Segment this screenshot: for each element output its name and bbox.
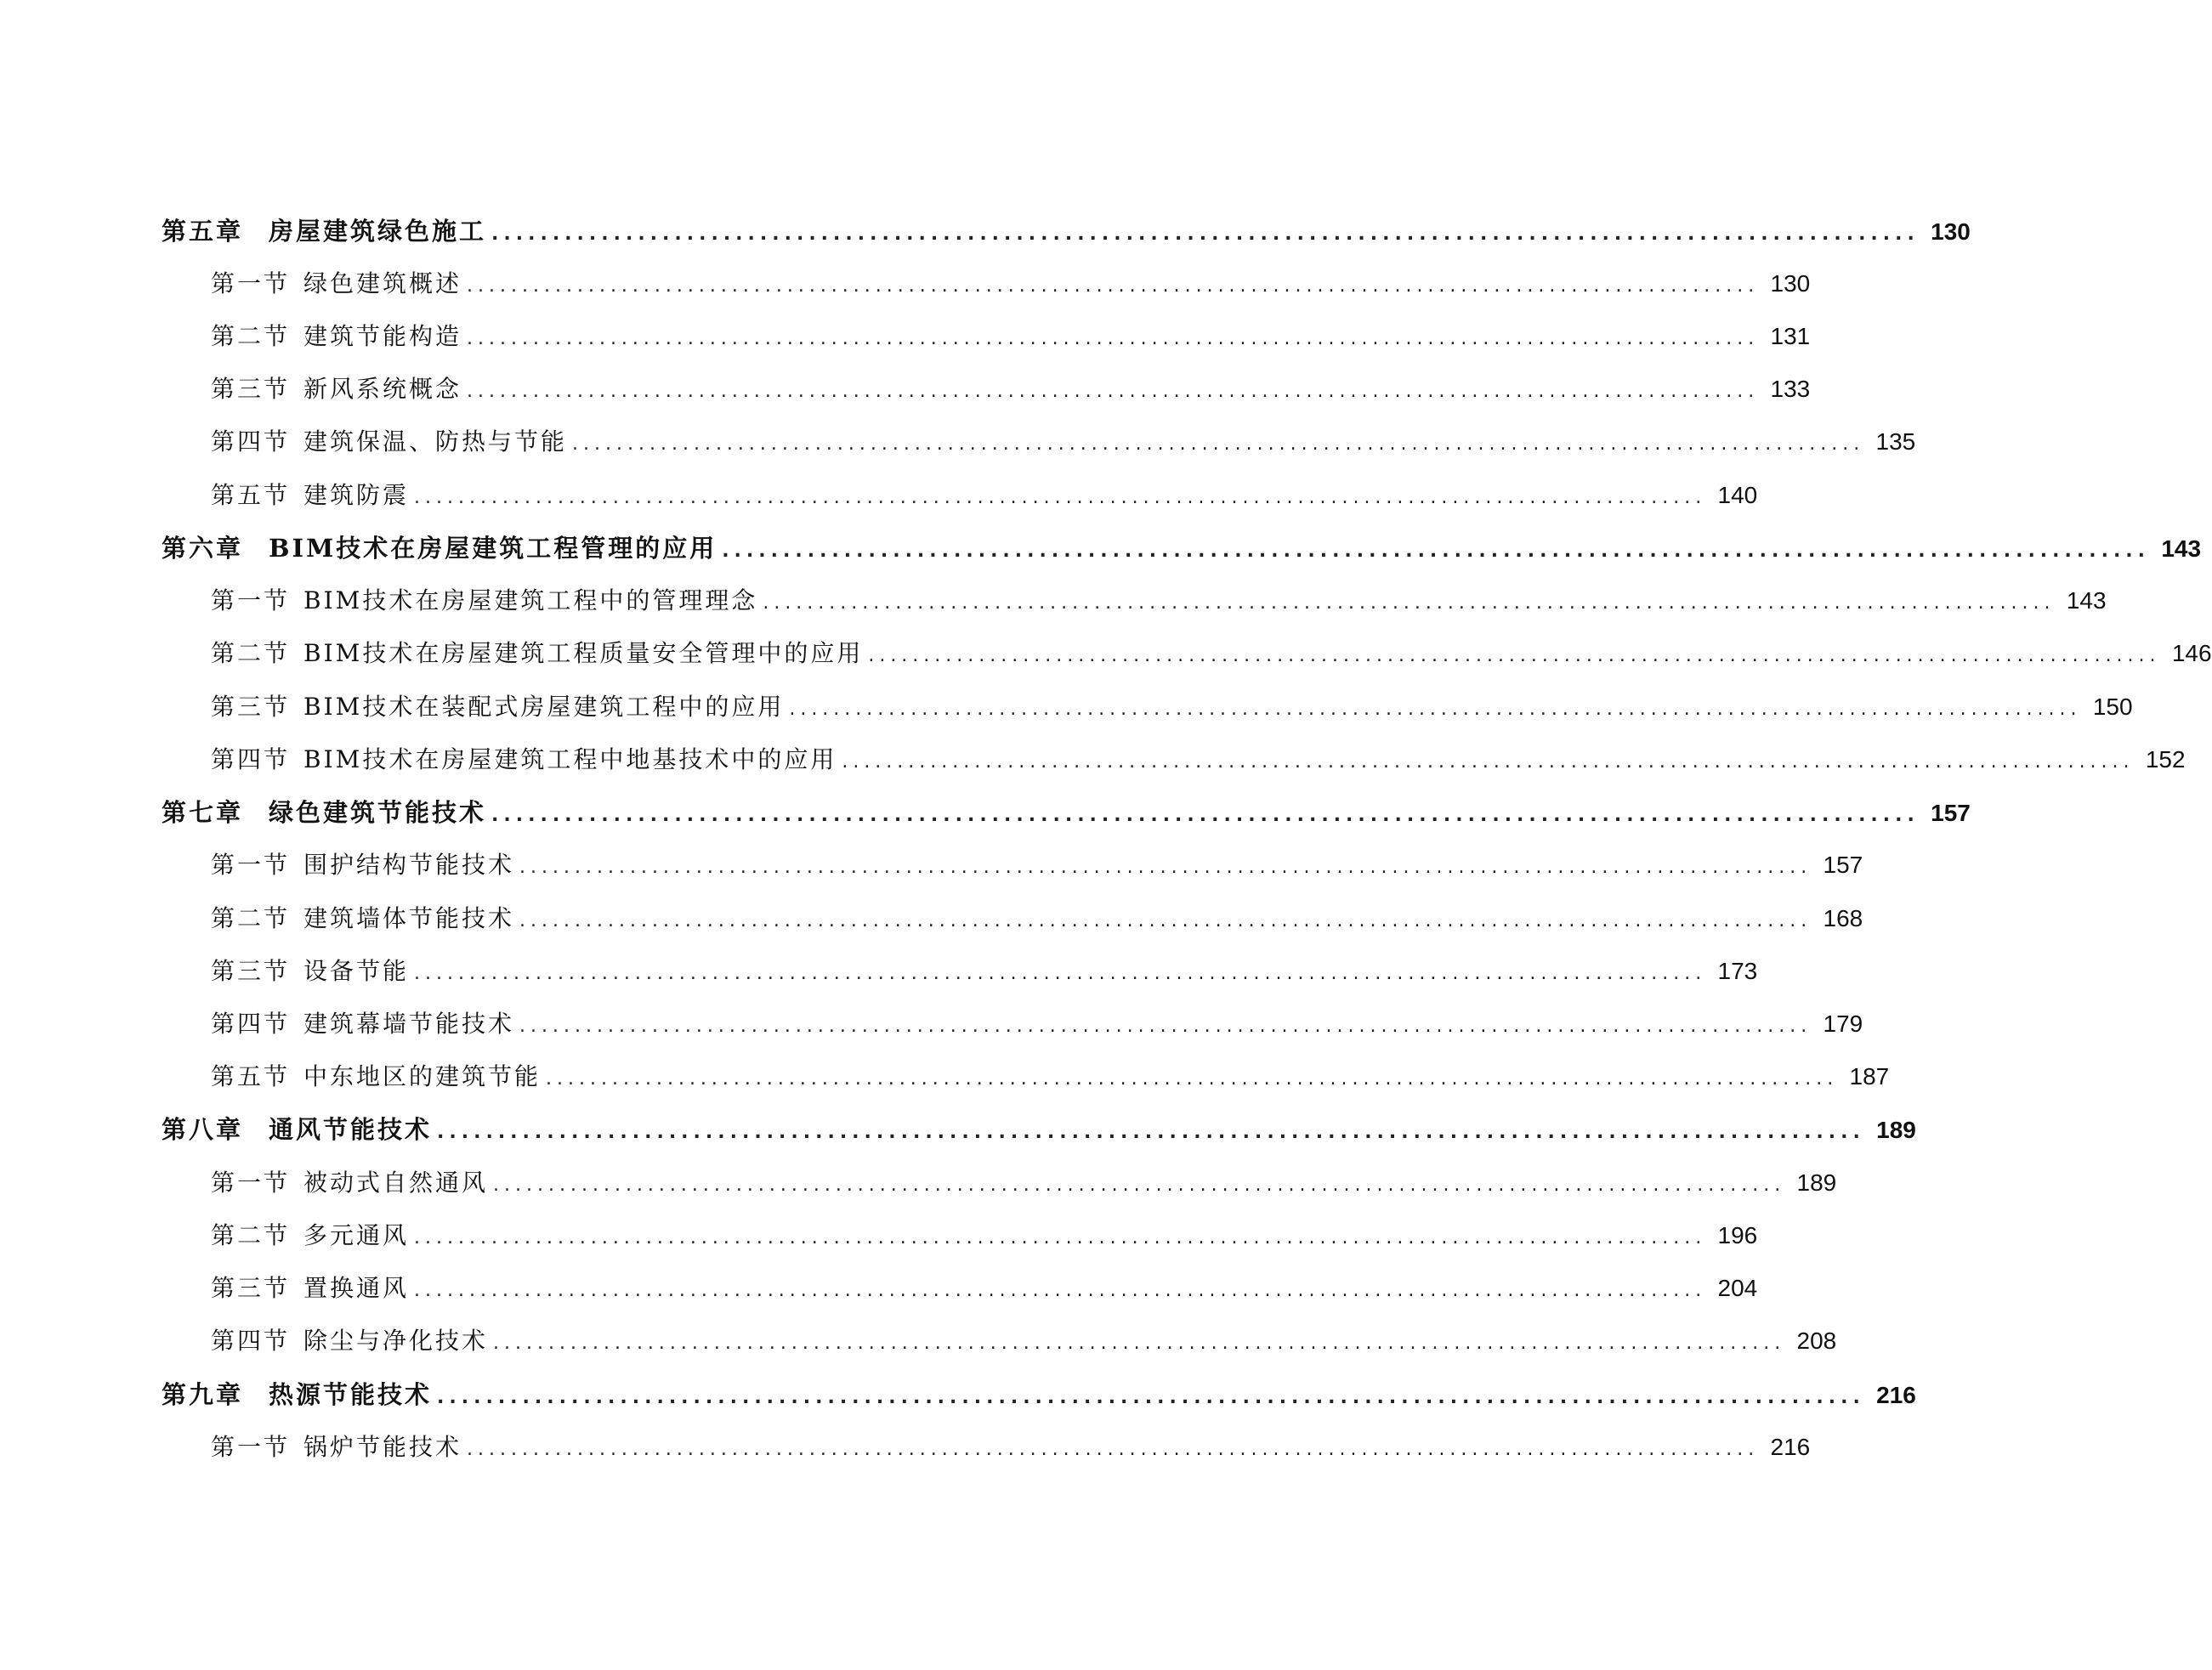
toc-page-number: 140 [1717,482,1758,508]
toc-entry-prefix: 第八章 [162,1115,244,1144]
toc-page-number: 152 [2145,746,2186,773]
toc-entry-label [211,1214,409,1257]
toc-entry-title: 中东地区的建筑节能 [303,1062,542,1090]
toc-dot-leader: ..................................................................................................................... [414,487,1707,508]
toc-entry-label [162,1108,432,1151]
toc-dot-leader: ..................................................................................................................... [722,541,2151,562]
toc-entry-label [211,632,863,675]
toc-section-7-5[interactable] [211,1056,1890,1098]
toc-entry-title: 置换通风 [303,1274,410,1302]
toc-entry-prefix: 第一节 [211,1433,291,1461]
toc-entry-prefix: 第一节 [211,269,291,297]
toc-dot-leader: ..................................................................................................................... [519,857,1812,878]
toc-dot-leader: ..................................................................................................................... [414,963,1707,984]
toc-section-5-4[interactable] [211,421,1916,463]
toc-entry-title: 多元通风 [303,1221,410,1249]
toc-page-number: 187 [1849,1063,1890,1090]
toc-section-7-1[interactable] [211,844,1863,886]
toc-page-number: 143 [2161,535,2202,562]
toc-entry-prefix: 第六章 [162,534,244,563]
toc-entry-prefix: 第四节 [211,427,291,456]
toc-entry-title: 通风节能技术 [269,1115,433,1144]
toc-entry-title: BIM技术在房屋建筑工程质量安全管理中的应用 [303,639,864,667]
toc-entry-title: 新风系统概念 [303,375,462,403]
toc-dot-leader: ..................................................................................................................... [868,645,2161,666]
toc-dot-leader: ..................................................................................................................... [467,328,1760,349]
toc-entry-title: 建筑墙体节能技术 [303,904,515,932]
toc-entry-title: 建筑节能构造 [303,322,462,350]
toc-entry-title: 除尘与净化技术 [303,1327,489,1355]
toc-entry-prefix: 第四节 [211,745,291,773]
toc-entry-title: 围护结构节能技术 [303,851,515,879]
toc-entry-prefix: 第四节 [211,1327,291,1355]
toc-entry-prefix: 第二节 [211,904,291,932]
toc-entry-title: 锅炉节能技术 [303,1433,462,1461]
toc-page-number: 150 [2092,693,2133,720]
toc-page-number: 143 [2066,587,2107,614]
toc-entry-title: 绿色建筑概述 [303,269,462,297]
toc-entry-prefix: 第三节 [211,693,291,721]
toc-dot-leader: ..................................................................................................................... [414,1227,1707,1248]
toc-entry-label [211,1426,462,1469]
toc-entry-title: 被动式自然通风 [303,1169,489,1197]
toc-entry-title: 房屋建筑绿色施工 [269,217,487,246]
toc-page-number: 216 [1876,1382,1916,1408]
toc-section-5-3[interactable] [211,368,1811,410]
toc-entry-label [162,791,486,834]
toc-chapter-9[interactable] [162,1373,1916,1416]
toc-entry-label [211,950,409,993]
toc-section-7-2[interactable] [211,897,1863,940]
toc-entry-prefix: 第二节 [211,1221,291,1249]
toc-section-8-4[interactable] [211,1320,1837,1362]
toc-entry-label [211,474,409,517]
toc-dot-leader: ..................................................................................................................... [572,433,1865,455]
toc-dot-leader: ..................................................................................................................... [491,805,1920,826]
toc-entry-prefix: 第一节 [211,586,291,614]
toc-entry-prefix: 第九章 [162,1380,244,1409]
toc-entry-title: BIM技术在装配式房屋建筑工程中的应用 [303,693,785,721]
toc-page-number: 189 [1876,1117,1916,1143]
toc-page-number: 157 [1931,800,1971,826]
toc-entry-label [211,1003,514,1045]
toc-page-number: 189 [1796,1169,1837,1196]
toc-entry-label [211,739,837,781]
toc-entry-label [211,844,514,886]
toc-entry-label [162,1373,432,1416]
toc-entry-title: 设备节能 [303,957,410,985]
toc-page-number: 146 [2171,640,2212,666]
toc-entry-prefix: 第二节 [211,322,291,350]
toc-section-7-4[interactable] [211,1003,1863,1045]
toc-entry-title: BIM技术在房屋建筑工程管理的应用 [269,534,717,563]
toc-chapter-8[interactable] [162,1108,1916,1151]
toc-chapter-6[interactable] [162,527,2202,569]
toc-entry-prefix: 第三节 [211,1274,291,1302]
toc-entry-prefix: 第三节 [211,375,291,403]
toc-section-7-3[interactable] [211,950,1758,993]
toc-page-number: 179 [1823,1010,1863,1037]
toc-page-number: 133 [1770,376,1811,402]
toc-dot-leader: ..................................................................................................................... [519,1016,1812,1037]
toc-entry-prefix: 第三节 [211,957,291,985]
toc-page-number: 208 [1796,1328,1837,1354]
toc-section-5-1[interactable] [211,263,1811,305]
toc-entry-title: BIM技术在房屋建筑工程中的管理理念 [303,586,758,614]
toc-section-6-3[interactable] [211,686,2133,728]
toc-page-number: 168 [1823,905,1863,931]
toc-page-number: 131 [1770,323,1811,349]
toc-page-number: 196 [1717,1222,1758,1248]
toc-section-6-1[interactable] [211,580,2107,622]
toc-section-5-5[interactable] [211,474,1758,517]
toc-dot-leader: ..................................................................................................................... [519,910,1812,931]
toc-entry-title: 建筑幕墙节能技术 [303,1010,515,1038]
toc-entry-prefix: 第五节 [211,481,291,509]
toc-page-number: 216 [1770,1434,1811,1460]
toc-section-9-1[interactable] [211,1426,1811,1469]
toc-chapter-7[interactable] [162,791,1971,834]
toc-entry-label [211,1320,488,1362]
toc-entry-prefix: 第一节 [211,1169,291,1197]
toc-entry-title: 建筑防震 [303,481,410,509]
toc-page-number: 157 [1823,852,1863,878]
toc-entry-label [211,1267,409,1310]
toc-entry-label [211,368,462,410]
toc-entry-prefix: 第五章 [162,217,244,246]
toc-section-8-3[interactable] [211,1267,1758,1310]
toc-dot-leader: ..................................................................................................................... [437,1387,1865,1408]
toc-entry-title: 热源节能技术 [269,1380,433,1409]
toc-page-number: 204 [1717,1275,1758,1301]
toc-section-6-4[interactable] [211,739,2186,781]
toc-dot-leader: ..................................................................................................................... [414,1280,1707,1301]
toc-entry-title: 绿色建筑节能技术 [269,798,487,827]
toc-page-number: 130 [1770,270,1811,297]
toc-entry-label [211,1056,541,1098]
toc-entry-label [211,263,462,305]
toc-entry-title: 建筑保温、防热与节能 [303,427,568,456]
toc-entry-label [211,897,514,940]
toc-chapter-5[interactable] [162,210,1971,252]
toc-entry-prefix: 第七章 [162,798,244,827]
toc-entry-label [211,580,757,622]
toc-dot-leader: ..................................................................................................................... [467,1439,1760,1460]
toc-entry-label [162,210,486,252]
toc-dot-leader: ..................................................................................................................... [493,1175,1786,1196]
toc-dot-leader: ..................................................................................................................... [546,1068,1839,1090]
toc-entry-label [211,315,462,358]
toc-dot-leader: ..................................................................................................................... [789,699,2082,720]
toc-dot-leader: ..................................................................................................................... [437,1122,1865,1143]
toc-entry-title: BIM技术在房屋建筑工程中地基技术中的应用 [303,745,837,773]
toc-dot-leader: ..................................................................................................................... [493,1333,1786,1354]
toc-entry-label [211,1162,488,1204]
toc-entry-prefix: 第五节 [211,1062,291,1090]
toc-entry-prefix: 第四节 [211,1010,291,1038]
toc-entry-prefix: 第一节 [211,851,291,879]
toc-section-6-2[interactable] [211,632,2212,675]
toc-entry-label [211,686,784,728]
toc-section-5-2[interactable] [211,315,1811,358]
toc-page-number: 130 [1931,218,1971,245]
toc-entry-label [211,421,567,463]
toc-page-number: 135 [1875,428,1916,455]
toc-dot-leader: ..................................................................................................................... [763,592,2056,614]
toc-dot-leader: ..................................................................................................................... [842,751,2135,773]
toc-dot-leader: ..................................................................................................................... [491,224,1920,245]
toc-dot-leader: ..................................................................................................................... [467,381,1760,402]
toc-section-8-1[interactable] [211,1162,1837,1204]
toc-entry-prefix: 第二节 [211,639,291,667]
toc-dot-leader: ..................................................................................................................... [467,275,1760,297]
toc-section-8-2[interactable] [211,1214,1758,1257]
toc-page-number: 173 [1717,958,1758,984]
toc-entry-label [162,527,717,569]
